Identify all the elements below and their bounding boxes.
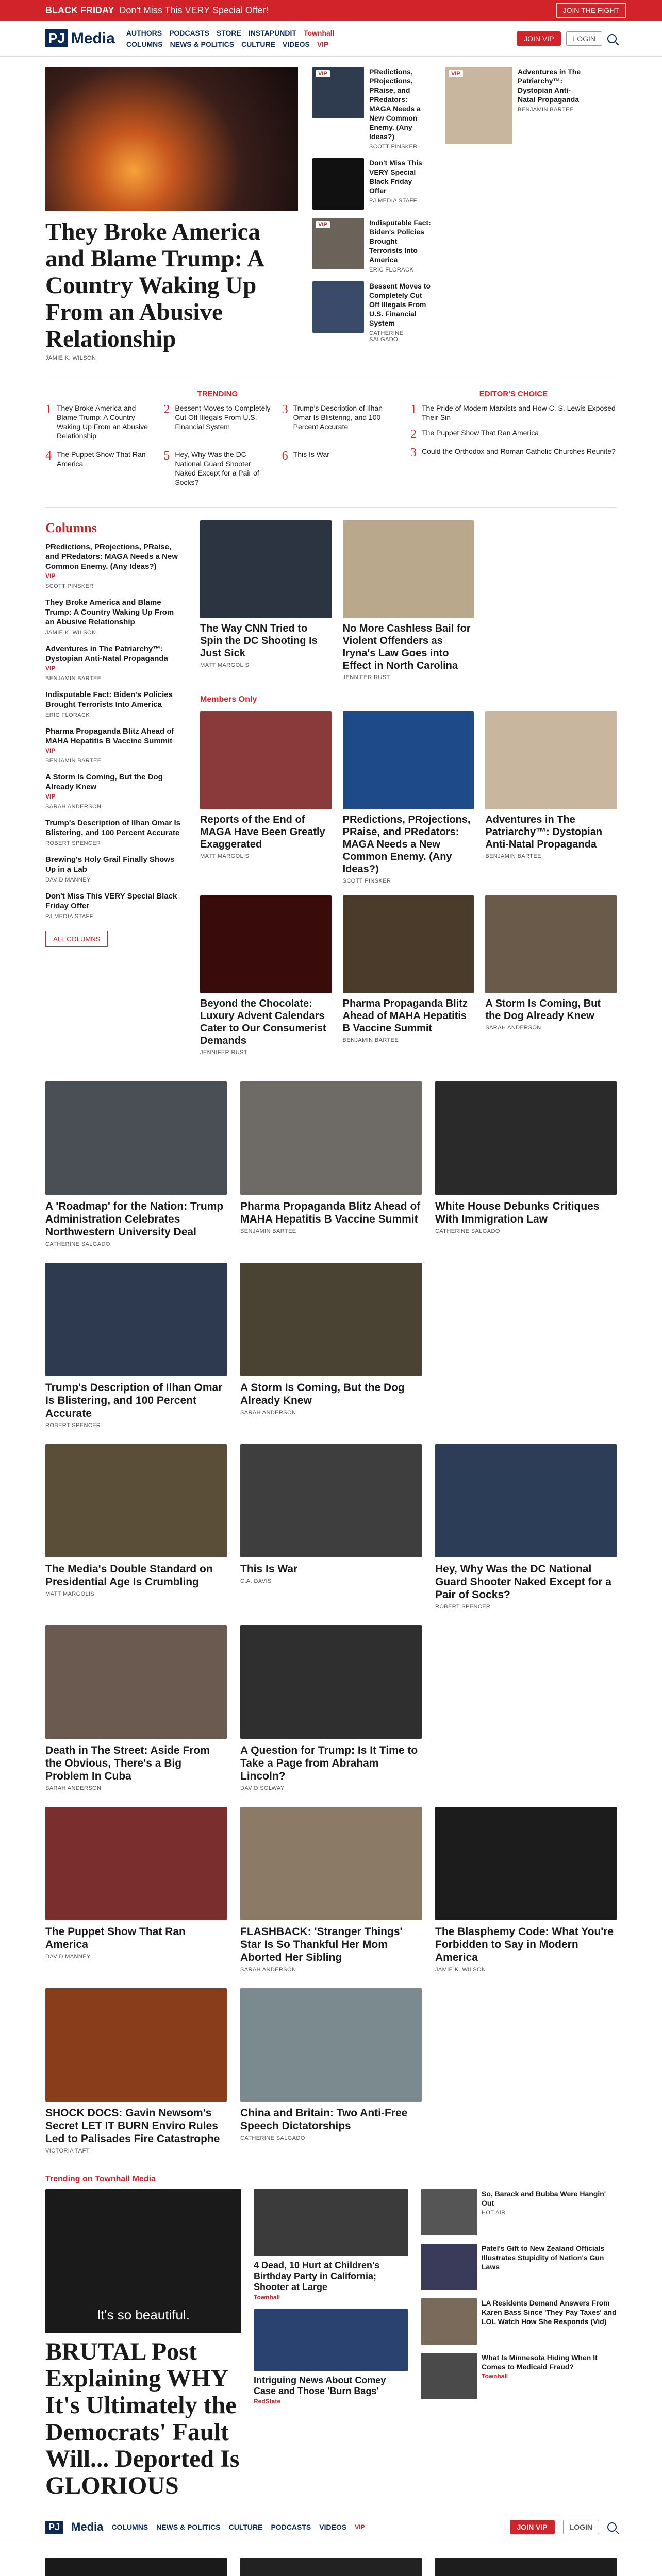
story-card[interactable]: Death in The Street: Aside From the Obvious, There's a Big Problem In Cuba SARAH ANDERSON: [45, 1625, 227, 1791]
story-card[interactable]: Reports of the End of MAGA Have Been Greatly Exaggerated MATT MARGOLIS: [200, 711, 332, 884]
hero-image[interactable]: [45, 67, 298, 211]
main-nav: [126, 27, 335, 50]
story-author[interactable]: SCOTT PINSKER: [369, 144, 418, 150]
trending-item[interactable]: 3 Trump's Description of Ilhan Omar Is Blistering, and 100 Percent Accurate: [282, 403, 383, 431]
townhall-right: [421, 2189, 617, 2499]
column-item[interactable]: Trump's Description of Ilhan Omar Is Blistering, and 100 Percent Accurate ROBERT SPENCER: [45, 819, 180, 846]
logo-mark[interactable]: PJ: [45, 2521, 63, 2534]
trending-item[interactable]: 2 Bessent Moves to Completely Cut Off Illegals From U.S. Financial System: [163, 403, 271, 431]
image-caption: It's so beautiful.: [97, 2307, 190, 2323]
story-card[interactable]: Trump's Description of Ilhan Omar Is Blistering, and 100 Percent Accurate ROBERT SPENCER: [45, 1263, 227, 1429]
nav-authors[interactable]: AUTHORS: [126, 28, 162, 37]
story-card[interactable]: SHOCK DOCS: Gavin Newsom's Secret LET IT BURN Enviro Rules Led to Palisades Fire Catastrophe VICTORIA TAFT: [45, 1988, 227, 2154]
story-image[interactable]: [312, 281, 364, 333]
story-title[interactable]: Don't Miss This VERY Special Black Friday Offer: [369, 159, 422, 195]
nav-vip[interactable]: VIP: [355, 2523, 365, 2531]
nav-news-politics[interactable]: NEWS & POLITICS: [156, 2523, 221, 2531]
logo-mark: PJ: [45, 29, 68, 47]
story-card[interactable]: The Media's Double Standard on Presidential Age Is Crumbling MATT MARGOLIS: [45, 1444, 227, 1610]
members-only-label[interactable]: Members Only: [200, 695, 257, 704]
story-card[interactable]: Pharma Propaganda Blitz Ahead of MAHA Hepatitis B Vaccine Summit BENJAMIN BARTEE: [240, 1081, 422, 1247]
promo-label: BLACK FRIDAY: [45, 5, 114, 15]
story-image[interactable]: [445, 67, 512, 144]
stories-grid: [45, 1081, 617, 2154]
search-icon[interactable]: [607, 34, 617, 43]
site-logo[interactable]: [45, 29, 115, 47]
townhall-label[interactable]: Trending on Townhall Media: [45, 2175, 156, 2183]
story-author[interactable]: BENJAMIN BARTEE: [518, 107, 574, 113]
right-story[interactable]: [445, 67, 585, 361]
story-author[interactable]: PJ MEDIA STAFF: [369, 198, 417, 204]
story-image[interactable]: [312, 218, 364, 269]
mid-story[interactable]: [312, 218, 431, 273]
trending-item[interactable]: 1 They Broke America and Blame Trump: A Country Waking Up From an Abusive Relationship: [45, 403, 148, 440]
nav-store[interactable]: STORE: [216, 28, 241, 37]
columns-section: [45, 507, 617, 1056]
nav-townhall[interactable]: Townhall: [303, 28, 335, 37]
story-title[interactable]: PRedictions, PRojections, PRaise, and PRedators: MAGA Needs a New Common Enemy. (Any Ideas?): [369, 67, 421, 141]
story-card[interactable]: Adventures in The Patriarchy™: Dystopian Anti-Natal Propaganda BENJAMIN BARTEE: [485, 711, 617, 884]
sticky-header: [0, 2515, 662, 2539]
columns-title[interactable]: Columns: [45, 520, 97, 535]
story-card[interactable]: Hey, Why Was the DC National Guard Shooter Naked Except for a Pair of Socks? ROBERT SPENCER: [435, 1444, 617, 1610]
townhall-hero-title[interactable]: BRUTAL Post Explaining WHY It's Ultimately the Democrats' Fault Will... Deported Is GLORIOUS: [45, 2338, 240, 2499]
mid-stories: [312, 67, 431, 361]
story-card[interactable]: No More Cashless Bail for Violent Offenders as Iryna's Law Goes into Effect in North Carolina JENNIFER RUST: [343, 520, 474, 681]
vip-badge: VIP: [316, 221, 330, 228]
story-card[interactable]: The Way CNN Tried to Spin the DC Shooting Is Just Sick MATT MARGOLIS: [200, 520, 332, 681]
trending-item[interactable]: 6 This Is War: [282, 449, 329, 463]
story-card[interactable]: [435, 2558, 617, 2576]
nav-culture[interactable]: CULTURE: [241, 40, 275, 48]
mid-story[interactable]: [312, 67, 431, 150]
join-fight-button[interactable]: JOIN THE FIGHT: [556, 3, 626, 18]
column-item[interactable]: They Broke America and Blame Trump: A Country Waking Up From an Abusive Relationship JAMIE K. WILSON: [45, 598, 174, 636]
logo-word: Media: [71, 29, 115, 47]
story-card[interactable]: [240, 2558, 422, 2576]
promo-bar: [0, 0, 662, 21]
editors-item[interactable]: 3 Could the Orthodox and Roman Catholic Churches Reunite?: [410, 446, 616, 460]
story-image[interactable]: [312, 158, 364, 210]
story-author[interactable]: ERIC FLORACK: [369, 267, 414, 273]
story-card[interactable]: A 'Roadmap' for the Nation: Trump Administration Celebrates Northwestern University Deal CATHERINE SALGADO: [45, 1081, 227, 1247]
story-card[interactable]: The Blasphemy Code: What You're Forbidden to Say in Modern America JAMIE K. WILSON: [435, 1807, 617, 1973]
column-item[interactable]: PRedictions, PRojections, PRaise, and PRedators: MAGA Needs a New Common Enemy. (Any Ideas?) VIP SCOTT PINSKER: [45, 543, 178, 589]
mid-story[interactable]: [312, 281, 431, 343]
hero-story[interactable]: [45, 67, 298, 361]
join-vip-button[interactable]: JOIN VIP: [517, 31, 561, 46]
nav-columns[interactable]: COLUMNS: [111, 2523, 148, 2531]
vip-badge: VIP: [449, 70, 463, 77]
columns-cards: [200, 520, 617, 1056]
townhall-story[interactable]: 4 Dead, 10 Hurt at Children's Birthday Party in California; Shooter at Large Townhall: [254, 2189, 408, 2302]
join-vip-button[interactable]: JOIN VIP: [510, 2520, 555, 2534]
column-item[interactable]: Brewing's Holy Grail Finally Shows Up in a Lab DAVID MANNEY: [45, 855, 175, 883]
hero-author[interactable]: JAMIE K. WILSON: [45, 355, 96, 361]
trending-section: [45, 379, 617, 487]
nav-culture[interactable]: CULTURE: [228, 2523, 263, 2531]
story-card[interactable]: The Puppet Show That Ran America DAVID MANNEY: [45, 1807, 227, 1973]
story-title[interactable]: Adventures in The Patriarchy™: Dystopian Anti-Natal Propaganda: [518, 67, 581, 104]
login-button[interactable]: LOGIN: [563, 2520, 599, 2534]
story-image[interactable]: [312, 67, 364, 118]
story-card[interactable]: Beyond the Chocolate: Luxury Advent Calendars Cater to Our Consumerist Demands JENNIFER RUST: [200, 895, 332, 1056]
townhall-story[interactable]: Intriguing News About Comey Case and Those 'Burn Bags' RedState: [254, 2309, 408, 2406]
story-title[interactable]: Bessent Moves to Completely Cut Off Illegals From U.S. Financial System: [369, 282, 431, 327]
columns-list: [45, 520, 185, 1056]
logo-word[interactable]: Media: [71, 2520, 104, 2533]
vip-badge: VIP: [316, 70, 330, 77]
search-icon[interactable]: [607, 2522, 617, 2532]
hero-title[interactable]: They Broke America and Blame Trump: A Country Waking Up From an Abusive Relationship: [45, 218, 263, 352]
all-columns-button[interactable]: ALL COLUMNS: [45, 931, 108, 947]
story-card[interactable]: FLASHBACK: 'Stranger Things' Star Is So Thankful Her Mom Aborted Her Sibling SARAH ANDERSON: [240, 1807, 422, 1973]
townhall-item[interactable]: LA Residents Demand Answers From Karen Bass Since 'They Pay Taxes' and LOL Watch How She Responds (Vid): [421, 2298, 617, 2345]
nav-news-politics[interactable]: NEWS & POLITICS: [170, 40, 235, 48]
townhall-hero[interactable]: [45, 2189, 241, 2499]
story-author[interactable]: CATHERINE SALGADO: [369, 330, 404, 343]
column-item[interactable]: Adventures in The Patriarchy™: Dystopian Anti-Natal Propaganda VIP BENJAMIN BARTEE: [45, 645, 168, 682]
trending-item[interactable]: 4 The Puppet Show That Ran America: [45, 449, 146, 468]
story-title[interactable]: Indisputable Fact: Biden's Policies Brought Terrorists Into America: [369, 218, 431, 264]
editors-item[interactable]: 2 The Puppet Show That Ran America: [410, 428, 539, 441]
story-card[interactable]: PRedictions, PRojections, PRaise, and PRedators: MAGA Needs a New Common Enemy. (Any Ideas?) SCOTT PINSKER: [343, 711, 474, 884]
promo-text[interactable]: Don't Miss This VERY Special Offer!: [119, 5, 269, 15]
townhall-item[interactable]: What Is Minnesota Hiding When It Comes to Medicaid Fraud? Townhall: [421, 2353, 617, 2399]
townhall-item[interactable]: Patel's Gift to New Zealand Officials Illustrates Stupidity of Nation's Gun Laws: [421, 2244, 617, 2290]
login-button[interactable]: LOGIN: [566, 31, 602, 46]
story-card[interactable]: White House Debunks Critiques With Immigration Law CATHERINE SALGADO: [435, 1081, 617, 1247]
column-item[interactable]: Indisputable Fact: Biden's Policies Brought Terrorists Into America ERIC FLORACK: [45, 690, 173, 718]
site-header: [0, 21, 662, 57]
townhall-item[interactable]: So, Barack and Bubba Were Hangin' Out HOT AIR: [421, 2189, 617, 2235]
hero-section: [45, 67, 617, 361]
story-card[interactable]: [45, 2558, 227, 2576]
townhall-section: [45, 2189, 617, 2499]
column-item[interactable]: Pharma Propaganda Blitz Ahead of MAHA Hepatitis B Vaccine Summit VIP BENJAMIN BARTEE: [45, 727, 174, 764]
editors-item[interactable]: 1 The Pride of Modern Marxists and How C. S. Lewis Exposed Their Sin: [410, 403, 616, 421]
story-card[interactable]: China and Britain: Two Anti-Free Speech Dictatorships CATHERINE SALGADO: [240, 1988, 422, 2154]
mid-story[interactable]: [312, 158, 431, 210]
story-card[interactable]: This Is War C.A. DAVIS: [240, 1444, 422, 1610]
story-card[interactable]: Pharma Propaganda Blitz Ahead of MAHA Hepatitis B Vaccine Summit BENJAMIN BARTEE: [343, 895, 474, 1056]
trending-item[interactable]: 5 Hey, Why Was the DC National Guard Shooter Naked Except for a Pair of Socks?: [163, 449, 259, 486]
story-card[interactable]: A Storm Is Coming, But the Dog Already Knew SARAH ANDERSON: [485, 895, 617, 1056]
trending-heading: TRENDING: [197, 389, 238, 398]
story-card[interactable]: A Question for Trump: Is It Time to Take a Page from Abraham Lincoln? DAVID SOLWAY: [240, 1625, 422, 1791]
story-card[interactable]: A Storm Is Coming, But the Dog Already Knew SARAH ANDERSON: [240, 1263, 422, 1429]
nav-vip[interactable]: VIP: [317, 40, 329, 48]
nav-videos[interactable]: VIDEOS: [282, 40, 310, 48]
nav-instapundit[interactable]: INSTAPUNDIT: [248, 28, 296, 37]
nav-podcasts[interactable]: PODCASTS: [271, 2523, 311, 2531]
editors-choice-heading: EDITOR'S CHOICE: [479, 389, 548, 398]
column-item[interactable]: A Storm Is Coming, But the Dog Already Knew VIP SARAH ANDERSON: [45, 773, 163, 810]
townhall-mid: [254, 2189, 408, 2499]
bottom-stories: [45, 2558, 617, 2576]
column-item[interactable]: Don't Miss This VERY Special Black Friday Offer PJ MEDIA STAFF: [45, 892, 177, 920]
nav-videos[interactable]: VIDEOS: [319, 2523, 347, 2531]
nav-podcasts[interactable]: PODCASTS: [169, 28, 209, 37]
nav-columns[interactable]: COLUMNS: [126, 40, 163, 48]
